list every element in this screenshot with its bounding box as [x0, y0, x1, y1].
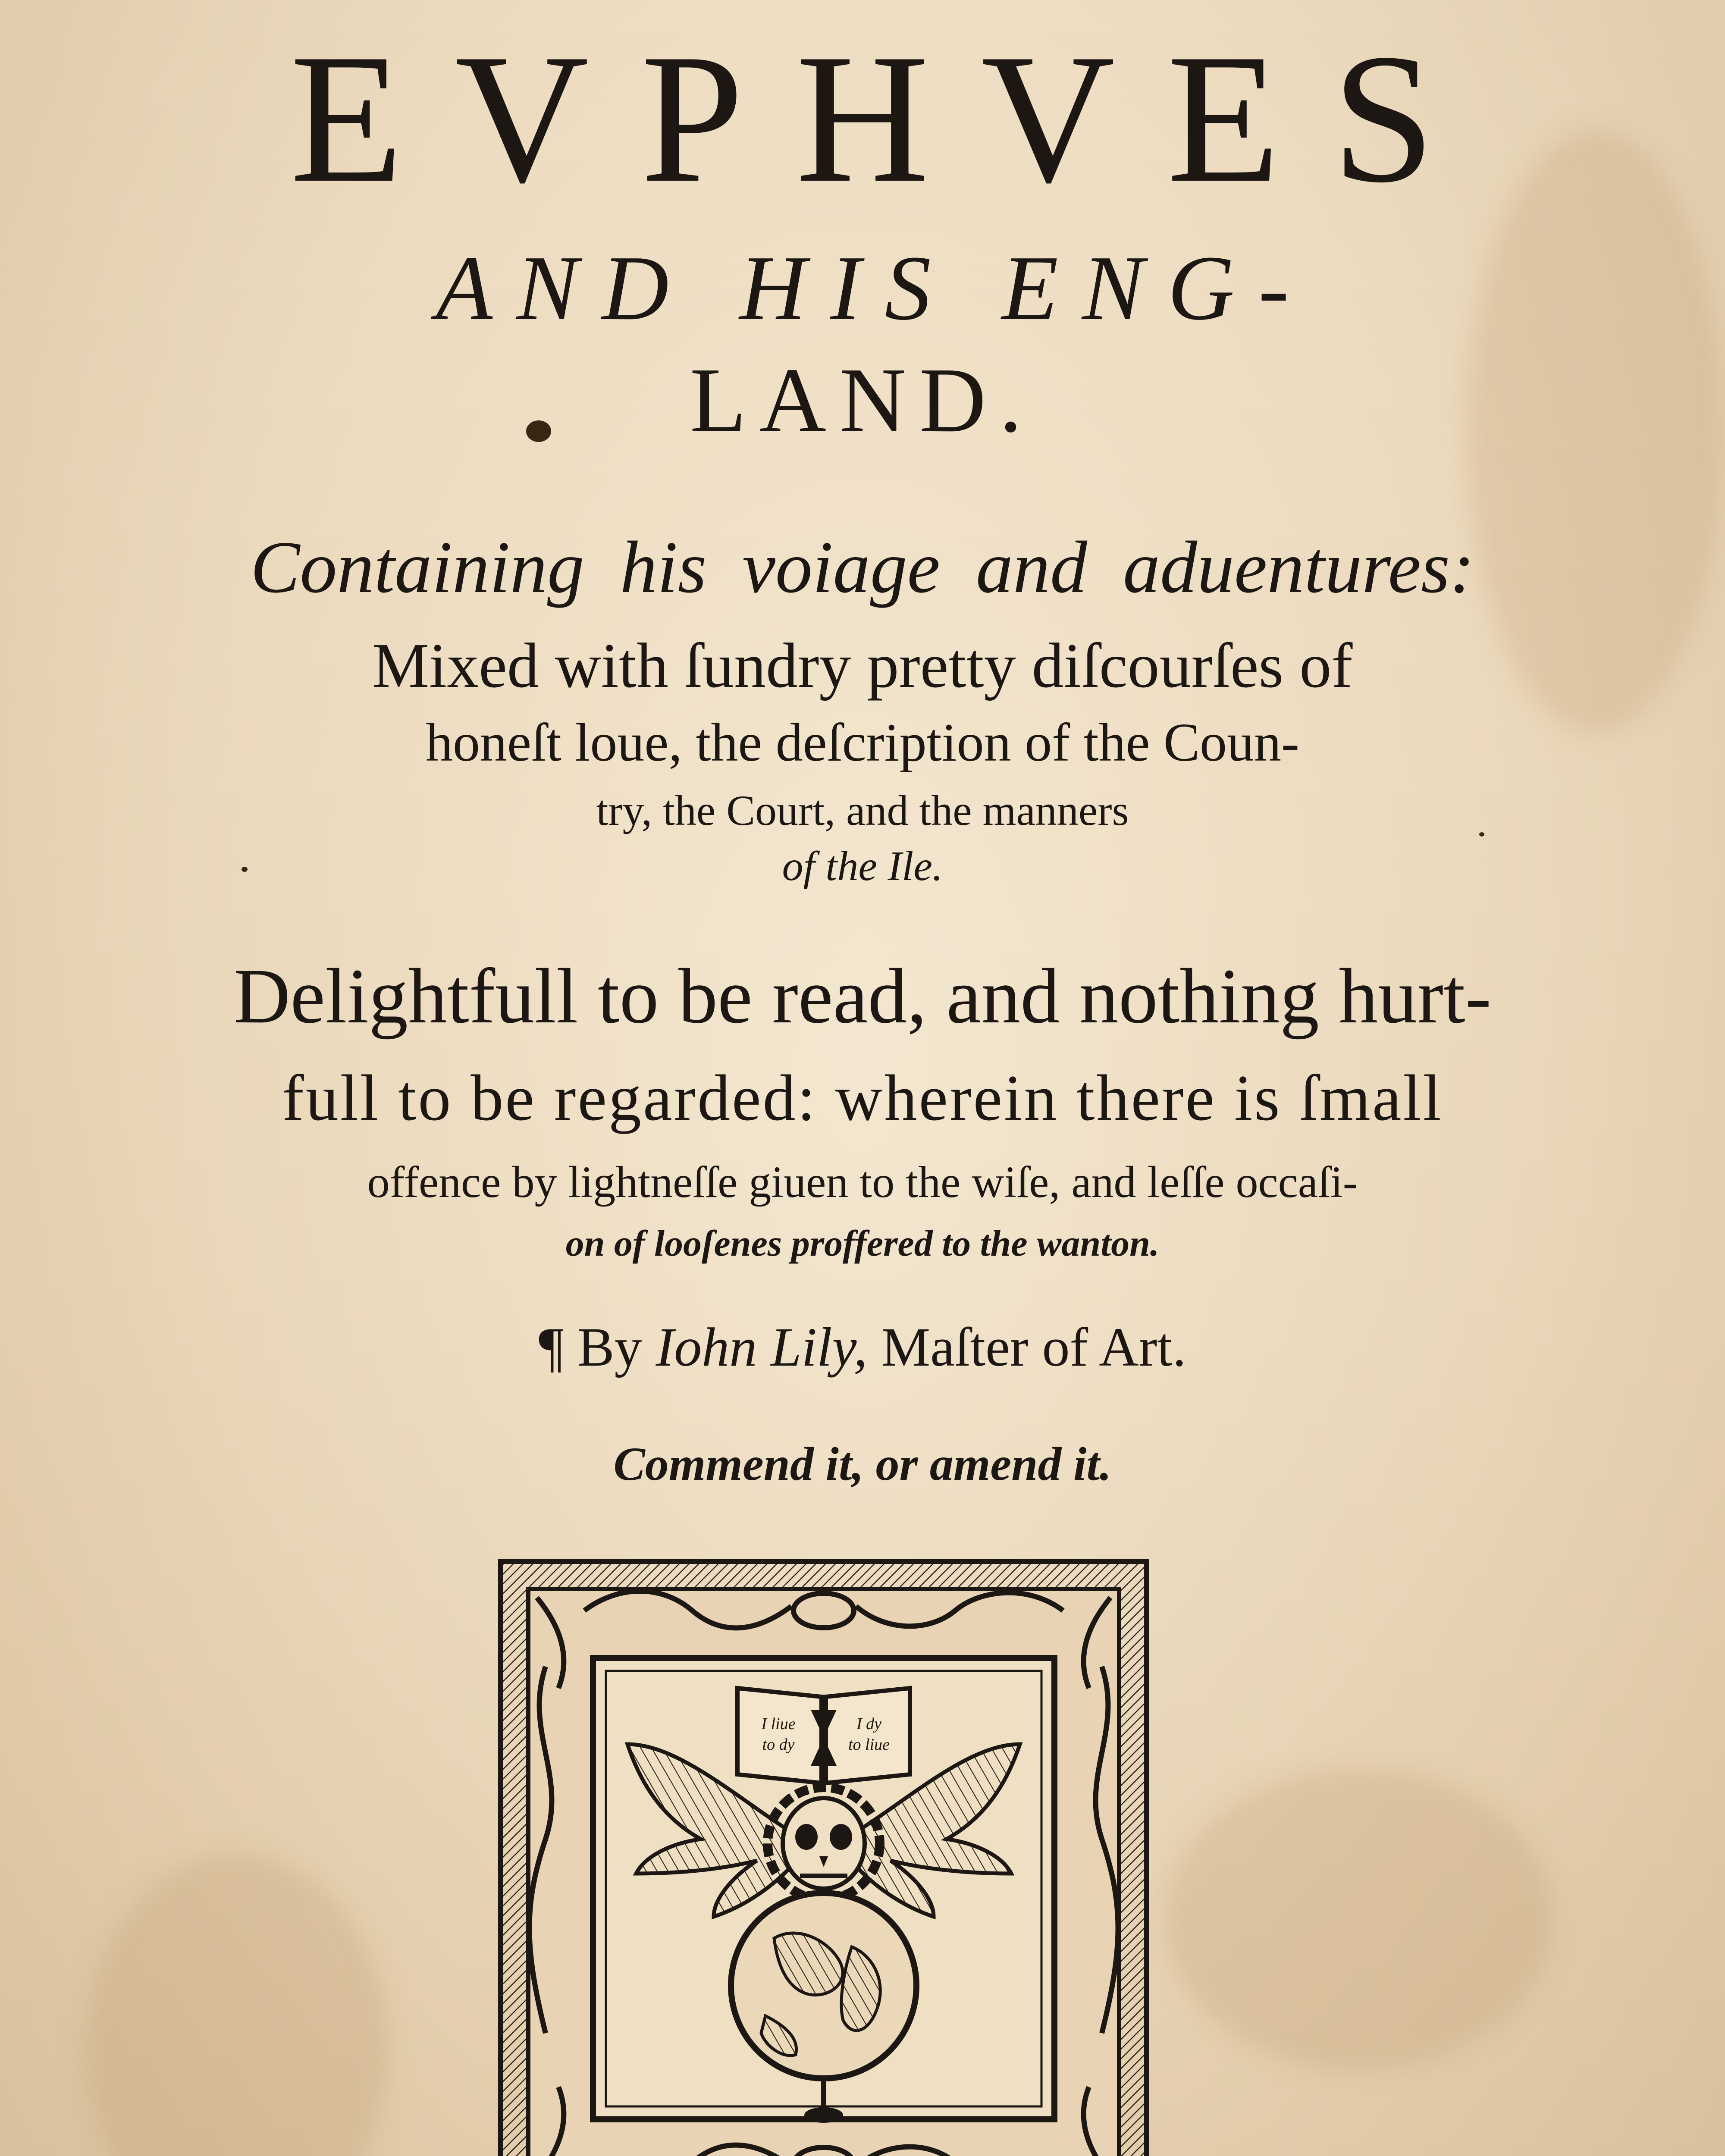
- subtitle-line-1: AND HIS ENG-: [436, 236, 1313, 339]
- open-book-icon: [737, 1688, 910, 1783]
- motto: Commend it, or amend it.: [613, 1438, 1112, 1490]
- book-right-motto: I dy to liue: [848, 1715, 890, 1754]
- foxing-stain: [86, 1854, 388, 2156]
- byline-prefix: By: [577, 1316, 642, 1378]
- byline-suffix: Maſter of Art.: [881, 1316, 1186, 1378]
- book-left-motto: I liue to dy: [761, 1715, 796, 1754]
- author-name: Iohn Lily,: [656, 1316, 868, 1378]
- ink-spot: [1479, 832, 1484, 837]
- description-line-2: Mixed with ſundry pretty diſcourſes of: [372, 630, 1353, 701]
- description-line-4: try, the Court, and the manners: [596, 787, 1129, 834]
- printers-device-woodcut: [498, 1559, 1149, 2156]
- commendation-line-1: Delightfull to be read, and nothing hurt-: [233, 953, 1492, 1040]
- skull-icon: [768, 1787, 880, 1899]
- description-line-5: of the Ile.: [782, 843, 943, 890]
- description-line-1: Containing his voiage and aduentures:: [250, 526, 1475, 608]
- book-title: EVPHVES: [290, 16, 1487, 221]
- foxing-stain: [1164, 1768, 1552, 2070]
- description-line-3: honeſt loue, the deſcription of the Coun-: [425, 713, 1300, 773]
- pilcrow-mark: ¶: [539, 1316, 564, 1378]
- commendation-line-2: full to be regarded: wherein there is ſmall: [282, 1062, 1443, 1134]
- author-byline: [0, 1316, 1725, 1378]
- commendation-line-4: on of looſenes proffered to the wanton.: [565, 1222, 1160, 1264]
- subtitle-line-2: LAND.: [690, 348, 1035, 451]
- commendation-line-3: offence by lightneſſe giuen to the wiſe, and leſſe occaſi-: [367, 1157, 1358, 1207]
